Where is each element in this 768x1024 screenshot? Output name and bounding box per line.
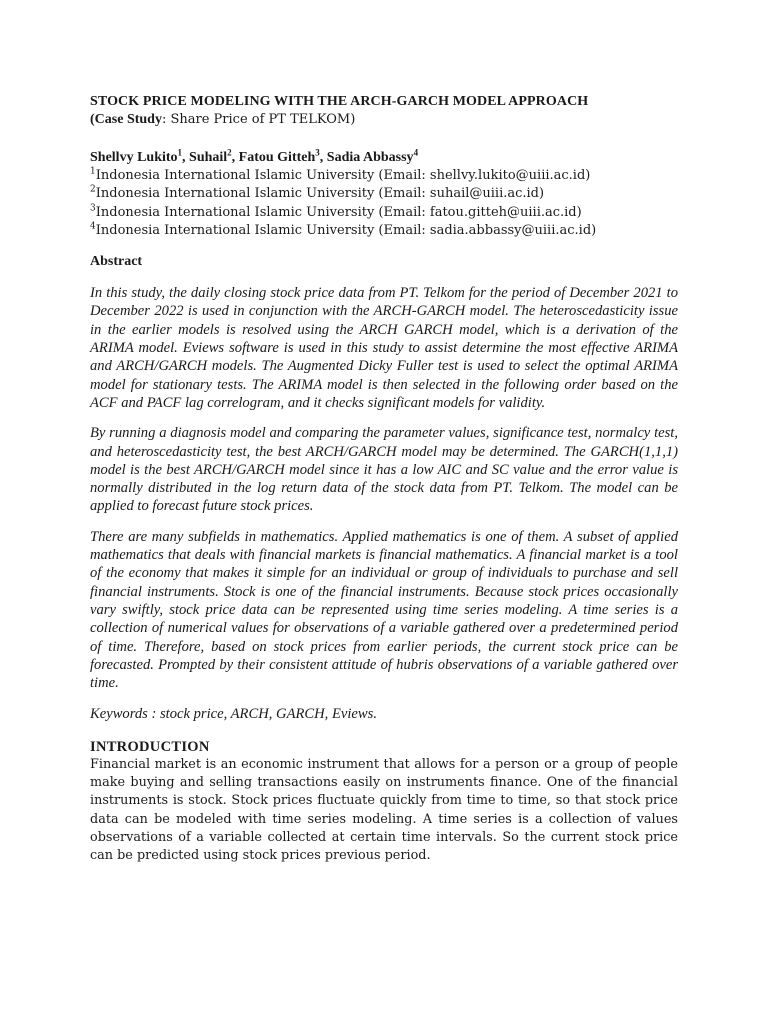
affiliation-number: 1 xyxy=(90,166,96,177)
abstract-paragraph: By running a diagnosis model and comparing the parameter values, significance test, normalcy test, and heteroscedasticity test, the best ARCH/GARCH model may be determined. The GARCH(1,1,1) model is the best ARCH/GARCH model since it has a low AIC and SC value and the error value is normally distributed in the log return data of the stock data from PT. Telkom. The model can be applied to forecast future stock prices. xyxy=(90,425,678,515)
abstract-paragraph: In this study, the daily closing stock price data from PT. Telkom for the period of December 2021 to December 2022 is used in conjunction with the ARCH-GARCH model. The heteroscedasticity issue in the earlier models is resolved using the ARCH GARCH model, which is a derivation of the ARIMA model. Eviews software is used in this study to assist determine the most effective ARIMA and ARCH/GARCH models. The Augmented Dicky Fuller test is used to select the optimal ARIMA model for stationary tests. The ARIMA model is then selected in the following order based on the ACF and PACF lag correlogram, and it checks significant models for validity. xyxy=(90,285,678,411)
paper-content xyxy=(90,93,678,866)
case-study-open-paren: ( xyxy=(90,112,95,127)
author-separator: , xyxy=(182,150,190,165)
affiliation-line xyxy=(90,204,678,222)
affiliation-line xyxy=(90,222,678,240)
abstract-heading: Abstract xyxy=(90,254,143,270)
introduction-paragraph: Financial market is an economic instrument that allows for a person or a group of people make buying and selling transactions easily on instruments finance. One of the financial instruments is stock. Stock prices fluctuate quickly from time to time, so that stock price data can be modeled with time series modeling. A time series is a collection of values observations of a variable collected at certain time intervals. So the current stock price can be predicted using stock prices previous period. xyxy=(90,756,678,864)
author-separator: , xyxy=(319,150,327,165)
affiliation-number: 2 xyxy=(90,184,96,195)
affiliation-line xyxy=(90,167,678,185)
affiliation-text: Indonesia International Islamic University (Email: suhail@uiii.ac.id) xyxy=(95,186,545,202)
affiliation-number: 3 xyxy=(90,203,96,214)
abstract-paragraph: There are many subfields in mathematics. Applied mathematics is one of them. A subset of applied mathematics that deals with financial markets is financial mathematics. A financial market is a tool of the economy that makes it simple for an individual or group of individuals to purchase and sell financial instruments. Stock is one of the financial instruments. Because stock prices occasionally vary swiftly, stock price data can be represented using time series modeling. A time series is a collection of numerical values for observations of a variable gathered over a predetermined period of time. Therefore, based on stock prices from earlier periods, the current stock price can be forecasted. Prompted by their consistent attitude of hubris observations of a variable gathered over time. xyxy=(90,528,678,692)
author-separator: , xyxy=(231,150,239,165)
author-affiliation-number: 4 xyxy=(413,147,419,158)
author-affiliation-number: 2 xyxy=(227,147,232,158)
case-study-label: Case Study xyxy=(94,112,162,127)
affiliation-number: 4 xyxy=(90,221,96,232)
case-study-line xyxy=(90,111,678,129)
case-study-text: : Share Price of PT TELKOM) xyxy=(161,112,356,127)
author-affiliation-number: 1 xyxy=(177,147,183,158)
author-name: Fatou Gitteh xyxy=(238,150,316,165)
author-name: Sadia Abbassy xyxy=(326,150,414,165)
author-name: Suhail xyxy=(189,150,228,165)
keywords-line: Keywords : stock price, ARCH, GARCH, Eviews. xyxy=(90,706,377,723)
affiliation-text: Indonesia International Islamic University (Email: shellvy.lukito@uiii.ac.id) xyxy=(95,168,591,183)
author-affiliation-number: 3 xyxy=(315,147,320,158)
author-name: Shellvy Lukito xyxy=(90,150,178,165)
affiliation-text: Indonesia International Islamic University (Email: fatou.gitteh@uiii.ac.id) xyxy=(95,204,582,220)
paper-title: STOCK PRICE MODELING WITH THE ARCH-GARCH MODEL APPROACH xyxy=(90,94,589,109)
introduction-heading: INTRODUCTION xyxy=(90,738,210,755)
affiliation-text: Indonesia International Islamic University (Email: sadia.abbassy@uiii.ac.id) xyxy=(95,222,597,238)
author-list xyxy=(90,149,678,167)
affiliation-line xyxy=(90,185,678,203)
